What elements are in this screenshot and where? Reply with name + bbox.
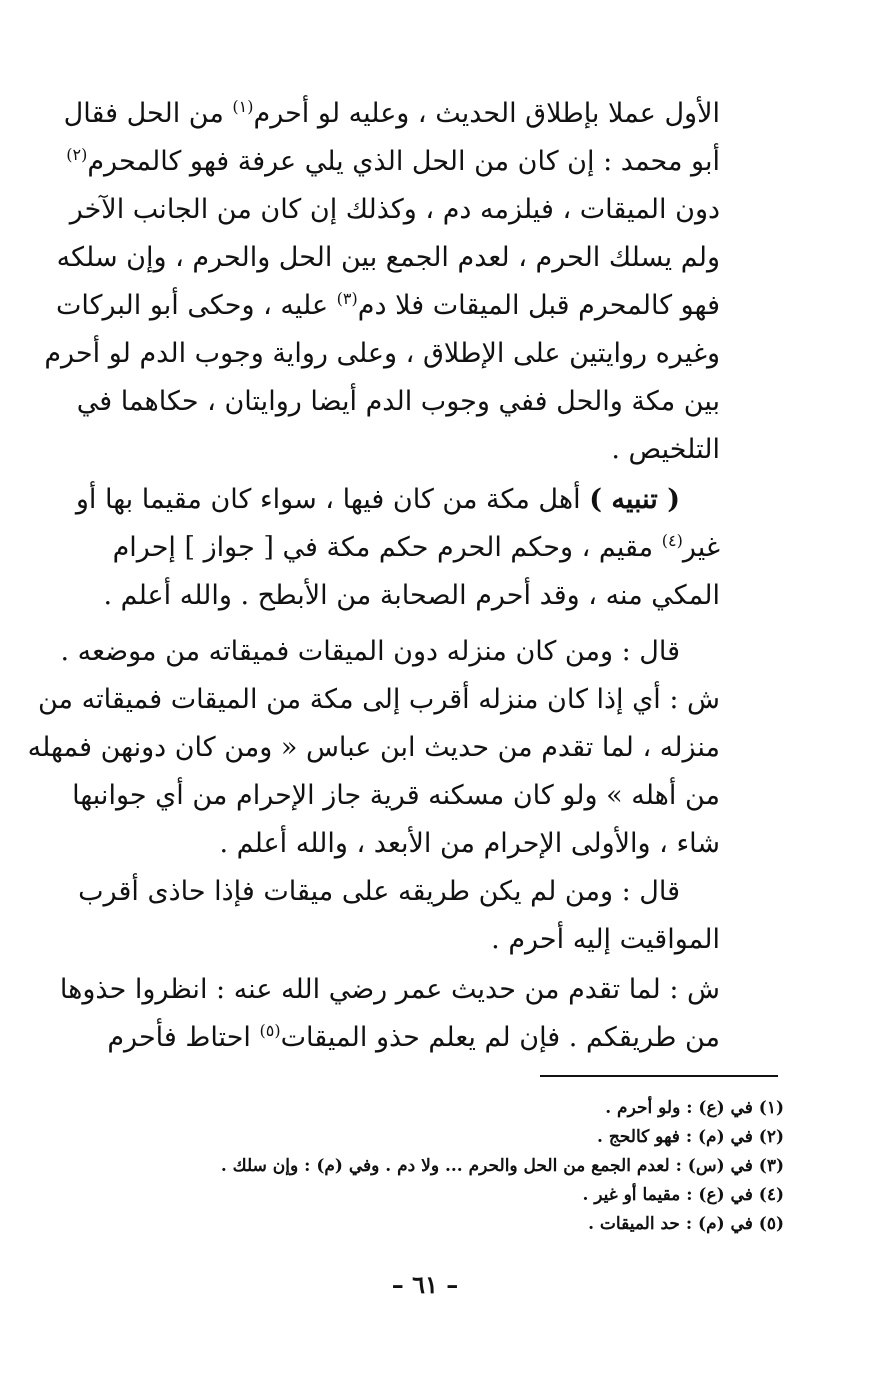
- text-segment: عليه ، وحكى أبو البركات: [55, 290, 329, 321]
- text-line: بين مكة والحل ففي وجوب الدم أيضا روايتان ، حكاهما في: [76, 386, 720, 417]
- text-segment: مقيم ، وحكم الحرم حكم مكة في [ جواز ] إحرام: [112, 532, 654, 563]
- text-line: [112, 524, 720, 572]
- paragraph-1: [44, 90, 720, 474]
- text-line: [63, 90, 720, 138]
- page-number: – ٦١ –: [391, 1270, 459, 1299]
- paragraph-2: [75, 476, 720, 620]
- text-line: [66, 138, 720, 186]
- paragraph-4: [78, 868, 720, 964]
- text-line: ولم يسلك الحرم ، لعدم الجمع بين الحل والحرم ، وإن سلكه: [56, 242, 720, 273]
- text-segment: من الحل فقال: [63, 98, 224, 129]
- text-line: التلخيص .: [611, 434, 720, 465]
- text-line: وغيره روايتين على الإطلاق ، وعلى رواية وجوب الدم لو أحرم: [44, 338, 720, 369]
- footnote-5: (٥) في (م) : حد الميقات .: [588, 1214, 784, 1234]
- text-line: قال : ومن كان منزله دون الميقات فميقاته من موضعه .: [60, 636, 680, 667]
- text-segment: من طريقكم . فإن لم يعلم حذو الميقات: [280, 1022, 720, 1053]
- text-line: شاء ، والأولى الإحرام من الأبعد ، والله أعلم .: [219, 828, 720, 859]
- text-line: منزله ، لما تقدم من حديث ابن عباس « ومن كان دونهن فمهله: [27, 732, 720, 763]
- footnote-3: (٣) في (س) : لعدم الجمع من الحل والحرم ... ولا دم . وفي (م) : وإن سلك .: [220, 1156, 784, 1176]
- text-line: المكي منه ، وقد أحرم الصحابة من الأبطح . والله أعلم .: [103, 580, 720, 611]
- footnotes: [144, 1094, 784, 1239]
- text-line: من أهله » ولو كان مسكنه قرية جاز الإحرام من أي جوانبها: [72, 780, 720, 811]
- text-line: [75, 476, 720, 524]
- text-line: ش : أي إذا كان منزله أقرب إلى مكة من الميقات فميقاته من: [38, 684, 720, 715]
- text-line: [107, 1014, 720, 1062]
- footnote-4: (٤) في (ع) : مقيما أو غير .: [582, 1185, 784, 1205]
- text-line: المواقيت إليه أحرم .: [491, 924, 720, 955]
- footnote-marker-2: (٢): [66, 145, 88, 164]
- text-line: [55, 282, 720, 330]
- paragraph-3: [27, 628, 720, 868]
- text-segment: فهو كالمحرم قبل الميقات فلا دم: [357, 290, 720, 321]
- text-segment: الأول عملا بإطلاق الحديث ، وعليه لو أحرم: [253, 98, 720, 129]
- paragraph-5: [59, 966, 720, 1062]
- text-segment: أهل مكة من كان فيها ، سواء كان مقيما بها أو: [75, 484, 581, 515]
- text-segment: أبو محمد : إن كان من الحل الذي يلي عرفة فهو كالمحرم: [87, 146, 720, 177]
- footnote-marker-5: (٥): [259, 1021, 281, 1040]
- footnote-marker-1: (١): [232, 97, 254, 116]
- footnote-separator: [540, 1075, 778, 1077]
- footnote-marker-4: (٤): [661, 531, 683, 550]
- text-line: دون الميقات ، فيلزمه دم ، وكذلك إن كان من الجانب الآخر: [69, 194, 720, 225]
- note-label: ( تنبيه ): [589, 484, 680, 515]
- text-segment: غير: [682, 532, 720, 563]
- footnote-marker-3: (٣): [336, 289, 358, 308]
- footnote-1: (١) في (ع) : ولو أحرم .: [605, 1098, 784, 1118]
- text-segment: احتاط فأحرم: [107, 1022, 251, 1053]
- footnote-2: (٢) في (م) : فهو كالحج .: [597, 1127, 784, 1147]
- text-line: ش : لما تقدم من حديث عمر رضي الله عنه : انظروا حذوها: [59, 974, 720, 1005]
- text-line: قال : ومن لم يكن طريقه على ميقات فإذا حاذى أقرب: [78, 876, 680, 907]
